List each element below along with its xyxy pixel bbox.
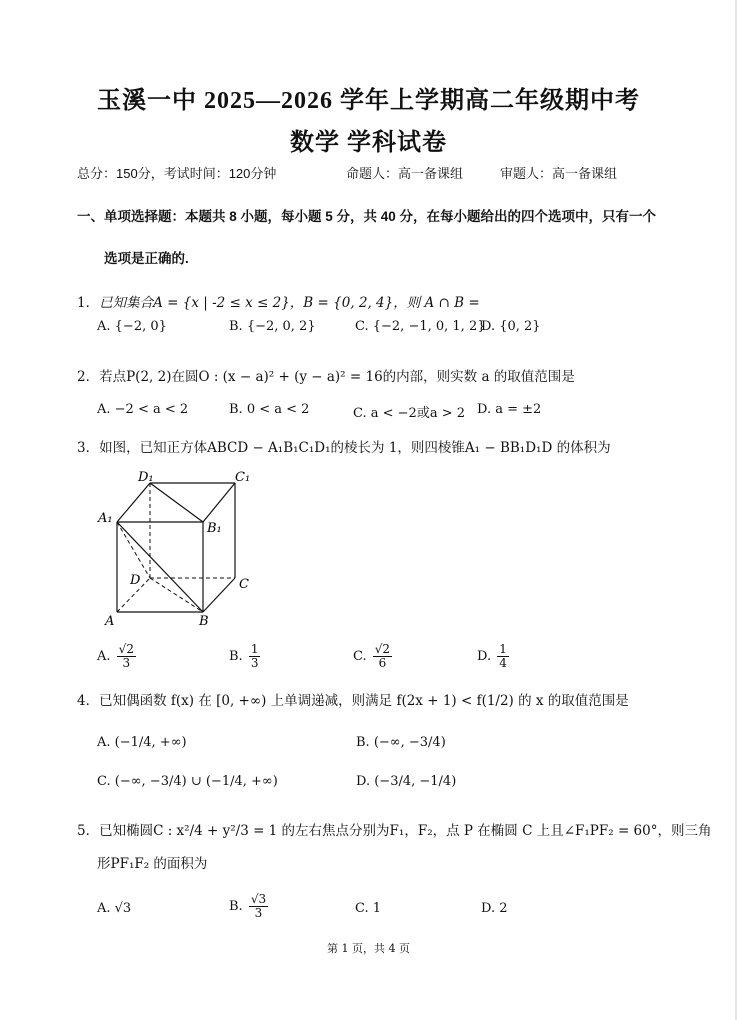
q3-option-d: D. $\frac{1}{4}$ (477, 642, 507, 670)
q5-option-b: B. $\frac{√3}{3}$ (229, 892, 267, 920)
q3-option-c: C. $\frac{√2}{6}$ (353, 642, 391, 670)
label-a1: A₁ (98, 511, 113, 526)
q4-option-d: D. (−3/4, −1/4) (356, 774, 457, 789)
label-c1: C₁ (235, 470, 251, 485)
q5-option-d: D. 2 (481, 901, 508, 916)
label-b: B (199, 614, 209, 629)
q1-option-c: C. {−2, −1, 0, 1, 2} (355, 319, 486, 334)
question-number: 5． (77, 823, 100, 839)
question-number: 2． (77, 369, 100, 385)
question-stem: 已知集合A = {x | -2 ≤ x ≤ 2}，B = {0, 2, 4}，则 A ∩ B = (99, 295, 480, 311)
question-number: 4． (77, 693, 100, 709)
q5-option-a: A. √3 (97, 901, 132, 916)
label-c: C (239, 577, 249, 592)
question-3 (77, 436, 611, 456)
question-number: 1． (77, 295, 100, 311)
question-4 (77, 689, 629, 709)
question-5-cont: 形PF₁F₂ 的面积为 (97, 856, 208, 872)
section-heading: 一、单项选择题：本题共 8 小题，每小题 5 分，共 40 分，在每小题给出的四个选项中，只有一个 (77, 209, 657, 224)
q3-option-a: A. $\frac{√2}{3}$ (97, 642, 134, 670)
page-footer: 第 1 页，共 4 页 (327, 942, 410, 955)
label-a: A (105, 614, 115, 629)
label-b1: B₁ (207, 521, 222, 536)
q4-option-a: A. (−1/4, +∞) (97, 735, 187, 750)
q2-option-d: D. a = ±2 (477, 402, 542, 417)
question-stem: 已知偶函数 f(x) 在 [0, +∞) 上单调递减，则满足 f(2x + 1) < f(1/2) 的 x 的取值范围是 (99, 693, 629, 709)
question-1 (77, 291, 480, 311)
label-d: D (130, 573, 141, 588)
question-2 (77, 365, 575, 385)
reviewer: 审题人：高一备课组 (500, 166, 618, 181)
question-stem: 已知椭圆C : x²/4 + y²/3 = 1 的左右焦点分别为F₁，F₂，点 P 在椭圆 C 上且∠F₁PF₂ = 60°，则三角 (99, 823, 712, 839)
q1-option-b: B. {−2, 0, 2} (229, 319, 316, 334)
q1-option-a: A. {−2, 0} (97, 319, 167, 334)
q2-option-c: C. a < −2或a > 2 (353, 406, 465, 421)
q2-option-b: B. 0 < a < 2 (229, 402, 310, 417)
section-heading-cont: 选项是正确的. (104, 251, 189, 266)
q5-option-c: C. 1 (355, 901, 382, 916)
question-5 (77, 819, 711, 839)
q2-option-a: A. −2 < a < 2 (97, 402, 189, 417)
label-d1: D₁ (138, 470, 154, 485)
question-number: 3． (77, 440, 100, 456)
question-stem: 若点P(2, 2)在圆O : (x − a)² + (y − a)² = 16的内部，则实数 a 的取值范围是 (99, 369, 575, 385)
q4-option-c: C. (−∞, −3/4) ∪ (−1/4, +∞) (97, 774, 278, 789)
exam-title: 玉溪一中 2025—2026 学年上学期高二年级期中考 (97, 88, 640, 114)
setter: 命题人：高一备课组 (346, 166, 464, 181)
total-score-time: 总分：150分，考试时间：120分钟 (77, 166, 277, 181)
question-stem: 如图，已知正方体ABCD − A₁B₁C₁D₁的棱长为 1，则四棱锥A₁ − BB₁D₁D 的体积为 (99, 440, 611, 456)
q4-option-b: B. (−∞, −3/4) (356, 735, 446, 750)
cube-figure (95, 468, 265, 630)
subject-title: 数学 学科试卷 (290, 130, 447, 156)
q3-option-b: B. $\frac{1}{3}$ (229, 642, 259, 670)
q1-option-d: D. {0, 2} (481, 319, 541, 334)
